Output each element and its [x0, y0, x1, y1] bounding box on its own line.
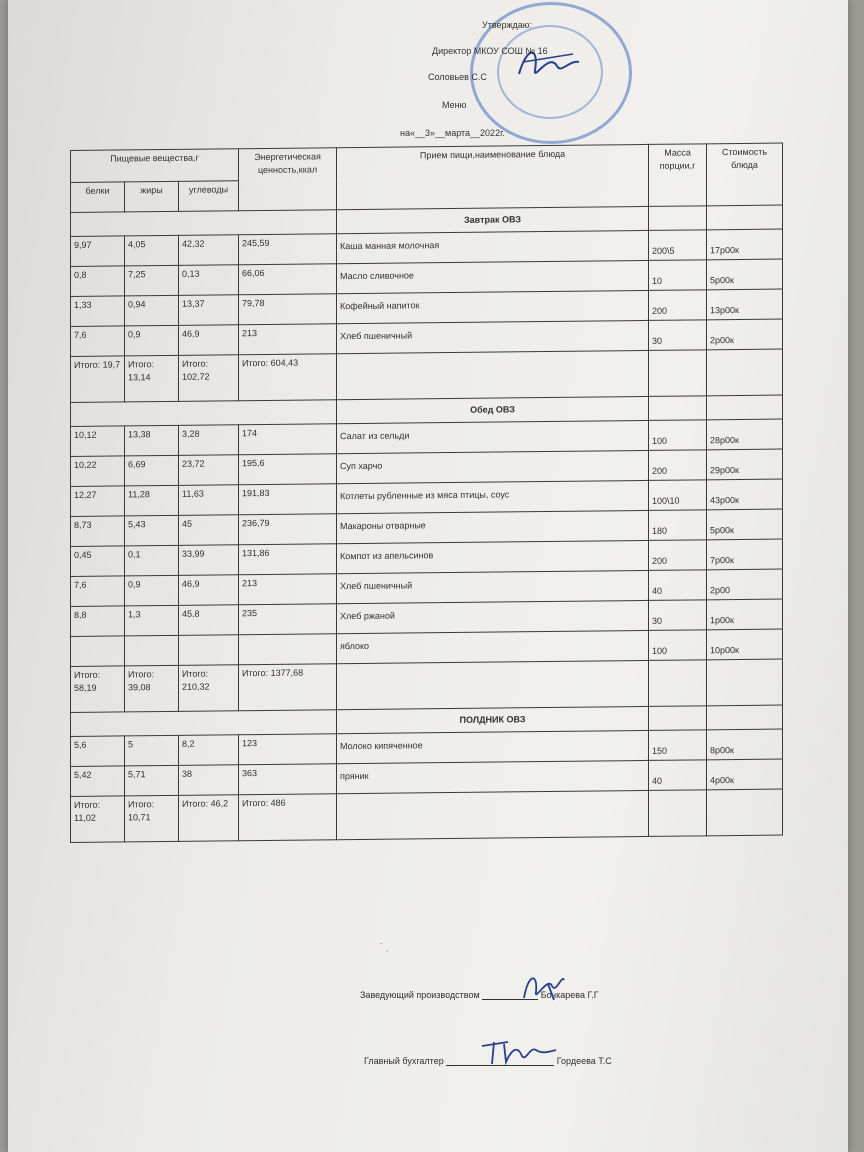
menu-label: Меню: [442, 100, 467, 110]
dish-name-cell: Хлеб ржаной: [337, 600, 649, 633]
protein-cell: 5,42: [71, 766, 125, 797]
mass-cell: 40: [649, 570, 707, 601]
total-energy-cell: Итого: 486: [239, 794, 337, 841]
fat-cell: 6,69: [125, 455, 179, 486]
carbs-header: углеводы: [179, 181, 239, 212]
protein-cell: 1,33: [71, 296, 125, 327]
empty-cell: [71, 710, 337, 737]
director-title: Директор МКОУ СОШ № 16: [432, 46, 548, 56]
total-protein-cell: Итого: 58,19: [71, 666, 125, 713]
energy-cell: 79,78: [239, 294, 337, 325]
dish-name-cell: Компот из апельсинов: [337, 540, 649, 573]
total-fat-cell: Итого: 39,08: [125, 665, 179, 712]
protein-cell: 0,8: [71, 266, 125, 297]
cost-cell: 5р00к: [707, 509, 783, 540]
protein-cell: 9,97: [71, 236, 125, 267]
director-name: Соловьев С.С: [428, 72, 487, 82]
carbs-cell: 46,9: [179, 575, 239, 606]
protein-cell: 12,27: [71, 486, 125, 517]
total-carbs-cell: Итого: 210,32: [179, 665, 239, 712]
mass-cell: 30: [649, 320, 707, 351]
fat-header: жиры: [125, 181, 179, 212]
fat-cell: 7,25: [125, 265, 179, 296]
protein-cell: 8,73: [71, 516, 125, 547]
head-name: Бочкарева Г.Г: [540, 990, 599, 1000]
fat-cell: 0,9: [125, 575, 179, 606]
cost-cell: 13р00к: [707, 289, 783, 320]
empty-cell: [707, 395, 783, 420]
empty-cell: [707, 659, 783, 706]
carbs-cell: 45,8: [179, 605, 239, 636]
cost-cell: 17р00к: [707, 229, 783, 260]
total-row: [71, 349, 783, 402]
cost-cell: 29р00к: [707, 449, 783, 480]
mass-cell: 30: [649, 600, 707, 631]
cost-cell: 28р00к: [707, 419, 783, 450]
fat-cell: 1,3: [125, 605, 179, 636]
energy-cell: 235: [239, 604, 337, 635]
protein-cell: 8,8: [71, 606, 125, 637]
protein-cell: 7,6: [71, 326, 125, 357]
protein-cell: 10,22: [71, 456, 125, 487]
energy-cell: 213: [239, 574, 337, 605]
mass-cell: 200: [649, 450, 707, 481]
energy-cell: 195,6: [239, 454, 337, 485]
fat-cell: 5,43: [125, 515, 179, 546]
empty-cell: [649, 660, 707, 707]
total-row: [71, 659, 783, 712]
carbs-cell: 11,63: [179, 485, 239, 516]
cost-cell: 2р00: [707, 569, 783, 600]
nutrients-header: Пищевые вещества,г: [71, 149, 239, 183]
cost-header: Стоимость блюда: [707, 143, 783, 206]
cost-cell: 5р00к: [707, 259, 783, 290]
cost-cell: 43р00к: [707, 479, 783, 510]
mass-cell: 40: [649, 760, 707, 791]
mass-cell: 200: [649, 540, 707, 571]
empty-cell: [71, 210, 337, 237]
energy-cell: 363: [239, 764, 337, 795]
mark: ˙ ˌ: [380, 942, 389, 952]
cost-cell: 7р00к: [707, 539, 783, 570]
energy-cell: [239, 634, 337, 665]
empty-cell: [707, 789, 783, 836]
protein-cell: 7,6: [71, 576, 125, 607]
carbs-cell: 33,99: [179, 545, 239, 576]
dish-name-cell: яблоко: [337, 630, 649, 663]
fat-cell: 13,38: [125, 425, 179, 456]
dish-name-cell: Каша манная молочная: [337, 230, 649, 263]
section-title: Обед ОВЗ: [337, 396, 649, 423]
mass-cell: 180: [649, 510, 707, 541]
protein-cell: 5,6: [71, 736, 125, 767]
meal-header: Прием пищи,наименование блюда: [337, 144, 649, 209]
menu-date: на«__3»__марта__2022г.: [400, 128, 505, 138]
total-fat-cell: Итого: 13,14: [125, 355, 179, 402]
dish-name-cell: Макароны отварные: [337, 510, 649, 543]
carbs-cell: 0,13: [179, 265, 239, 296]
production-signature: [518, 968, 568, 1004]
total-row: [71, 789, 783, 842]
protein-cell: 10,12: [71, 426, 125, 457]
mass-cell: 100\10: [649, 480, 707, 511]
cost-cell: 4р00к: [707, 759, 783, 790]
total-carbs-cell: Итого: 46,2: [179, 795, 239, 842]
mass-cell: 150: [649, 730, 707, 761]
empty-cell: [337, 350, 649, 399]
empty-cell: [649, 706, 707, 731]
empty-cell: [337, 790, 649, 839]
energy-cell: 236,79: [239, 514, 337, 545]
fat-cell: [125, 635, 179, 666]
cost-cell: 10р00к: [707, 629, 783, 660]
carbs-cell: 38: [179, 765, 239, 796]
approve-label: Утверждаю:: [482, 20, 533, 30]
protein-cell: [71, 636, 125, 667]
fat-cell: 5,71: [125, 765, 179, 796]
fat-cell: 0,9: [125, 325, 179, 356]
fat-cell: 4,05: [125, 235, 179, 266]
head-title: Заведующий производством: [360, 990, 480, 1000]
section-title: Завтрак ОВЗ: [337, 206, 649, 233]
carbs-cell: 8,2: [179, 735, 239, 766]
section-title: ПОЛДНИК ОВЗ: [337, 706, 649, 733]
carbs-cell: 45: [179, 515, 239, 546]
energy-cell: 191,83: [239, 484, 337, 515]
empty-cell: [649, 206, 707, 231]
dish-name-cell: Масло сливочное: [337, 260, 649, 293]
energy-cell: 245,59: [239, 234, 337, 265]
total-protein-cell: Итого: 19,7: [71, 356, 125, 403]
energy-header: Энергетическая ценность,ккал: [239, 148, 337, 211]
fat-cell: 5: [125, 735, 179, 766]
accountant-signature: [478, 1036, 558, 1068]
cost-cell: 2р00к: [707, 319, 783, 350]
empty-cell: [649, 350, 707, 397]
empty-cell: [707, 205, 783, 230]
cost-cell: 1р00к: [707, 599, 783, 630]
total-fat-cell: Итого: 10,71: [125, 795, 179, 842]
empty-cell: [71, 400, 337, 427]
carbs-cell: 46,9: [179, 325, 239, 356]
energy-cell: 213: [239, 324, 337, 355]
cost-cell: 8р00к: [707, 729, 783, 760]
total-carbs-cell: Итого: 102,72: [179, 355, 239, 402]
empty-cell: [649, 790, 707, 837]
fat-cell: 11,28: [125, 485, 179, 516]
mass-cell: 100: [649, 420, 707, 451]
mass-cell: 100: [649, 630, 707, 661]
empty-cell: [707, 349, 783, 396]
empty-cell: [649, 396, 707, 421]
dish-name-cell: Котлеты рубленные из мяса птицы, соус: [337, 480, 649, 513]
protein-header: белки: [71, 182, 125, 213]
energy-cell: 174: [239, 424, 337, 455]
mass-cell: 10: [649, 260, 707, 291]
total-energy-cell: Итого: 1377,68: [239, 664, 337, 711]
dish-name-cell: Молоко кипяченное: [337, 730, 649, 763]
fat-cell: 0,1: [125, 545, 179, 576]
empty-cell: [707, 705, 783, 730]
total-energy-cell: Итого: 604,43: [239, 354, 337, 401]
document-page: [8, 0, 848, 1152]
mass-cell: 200: [649, 290, 707, 321]
fat-cell: 0,94: [125, 295, 179, 326]
acct-name: Гордеева Т.С: [556, 1056, 612, 1066]
acct-title: Главный бухгалтер: [364, 1056, 444, 1066]
dish-name-cell: Суп харчо: [337, 450, 649, 483]
empty-cell: [337, 660, 649, 709]
dish-name-cell: Салат из сельди: [337, 420, 649, 453]
carbs-cell: 3,28: [179, 425, 239, 456]
carbs-cell: [179, 635, 239, 666]
energy-cell: 66,06: [239, 264, 337, 295]
dish-name-cell: пряник: [337, 760, 649, 793]
mass-cell: 200\5: [649, 230, 707, 261]
carbs-cell: 23,72: [179, 455, 239, 486]
menu-table: [70, 143, 783, 843]
mass-header: Масса порции,г: [649, 144, 707, 207]
energy-cell: 123: [239, 734, 337, 765]
carbs-cell: 13,37: [179, 295, 239, 326]
dish-name-cell: Хлеб пшеничный: [337, 570, 649, 603]
protein-cell: 0,45: [71, 546, 125, 577]
energy-cell: 131,86: [239, 544, 337, 575]
dish-name-cell: Кофейный напиток: [337, 290, 649, 323]
carbs-cell: 42,32: [179, 235, 239, 266]
dish-name-cell: Хлеб пшеничный: [337, 320, 649, 353]
total-protein-cell: Итого: 11,02: [71, 796, 125, 843]
